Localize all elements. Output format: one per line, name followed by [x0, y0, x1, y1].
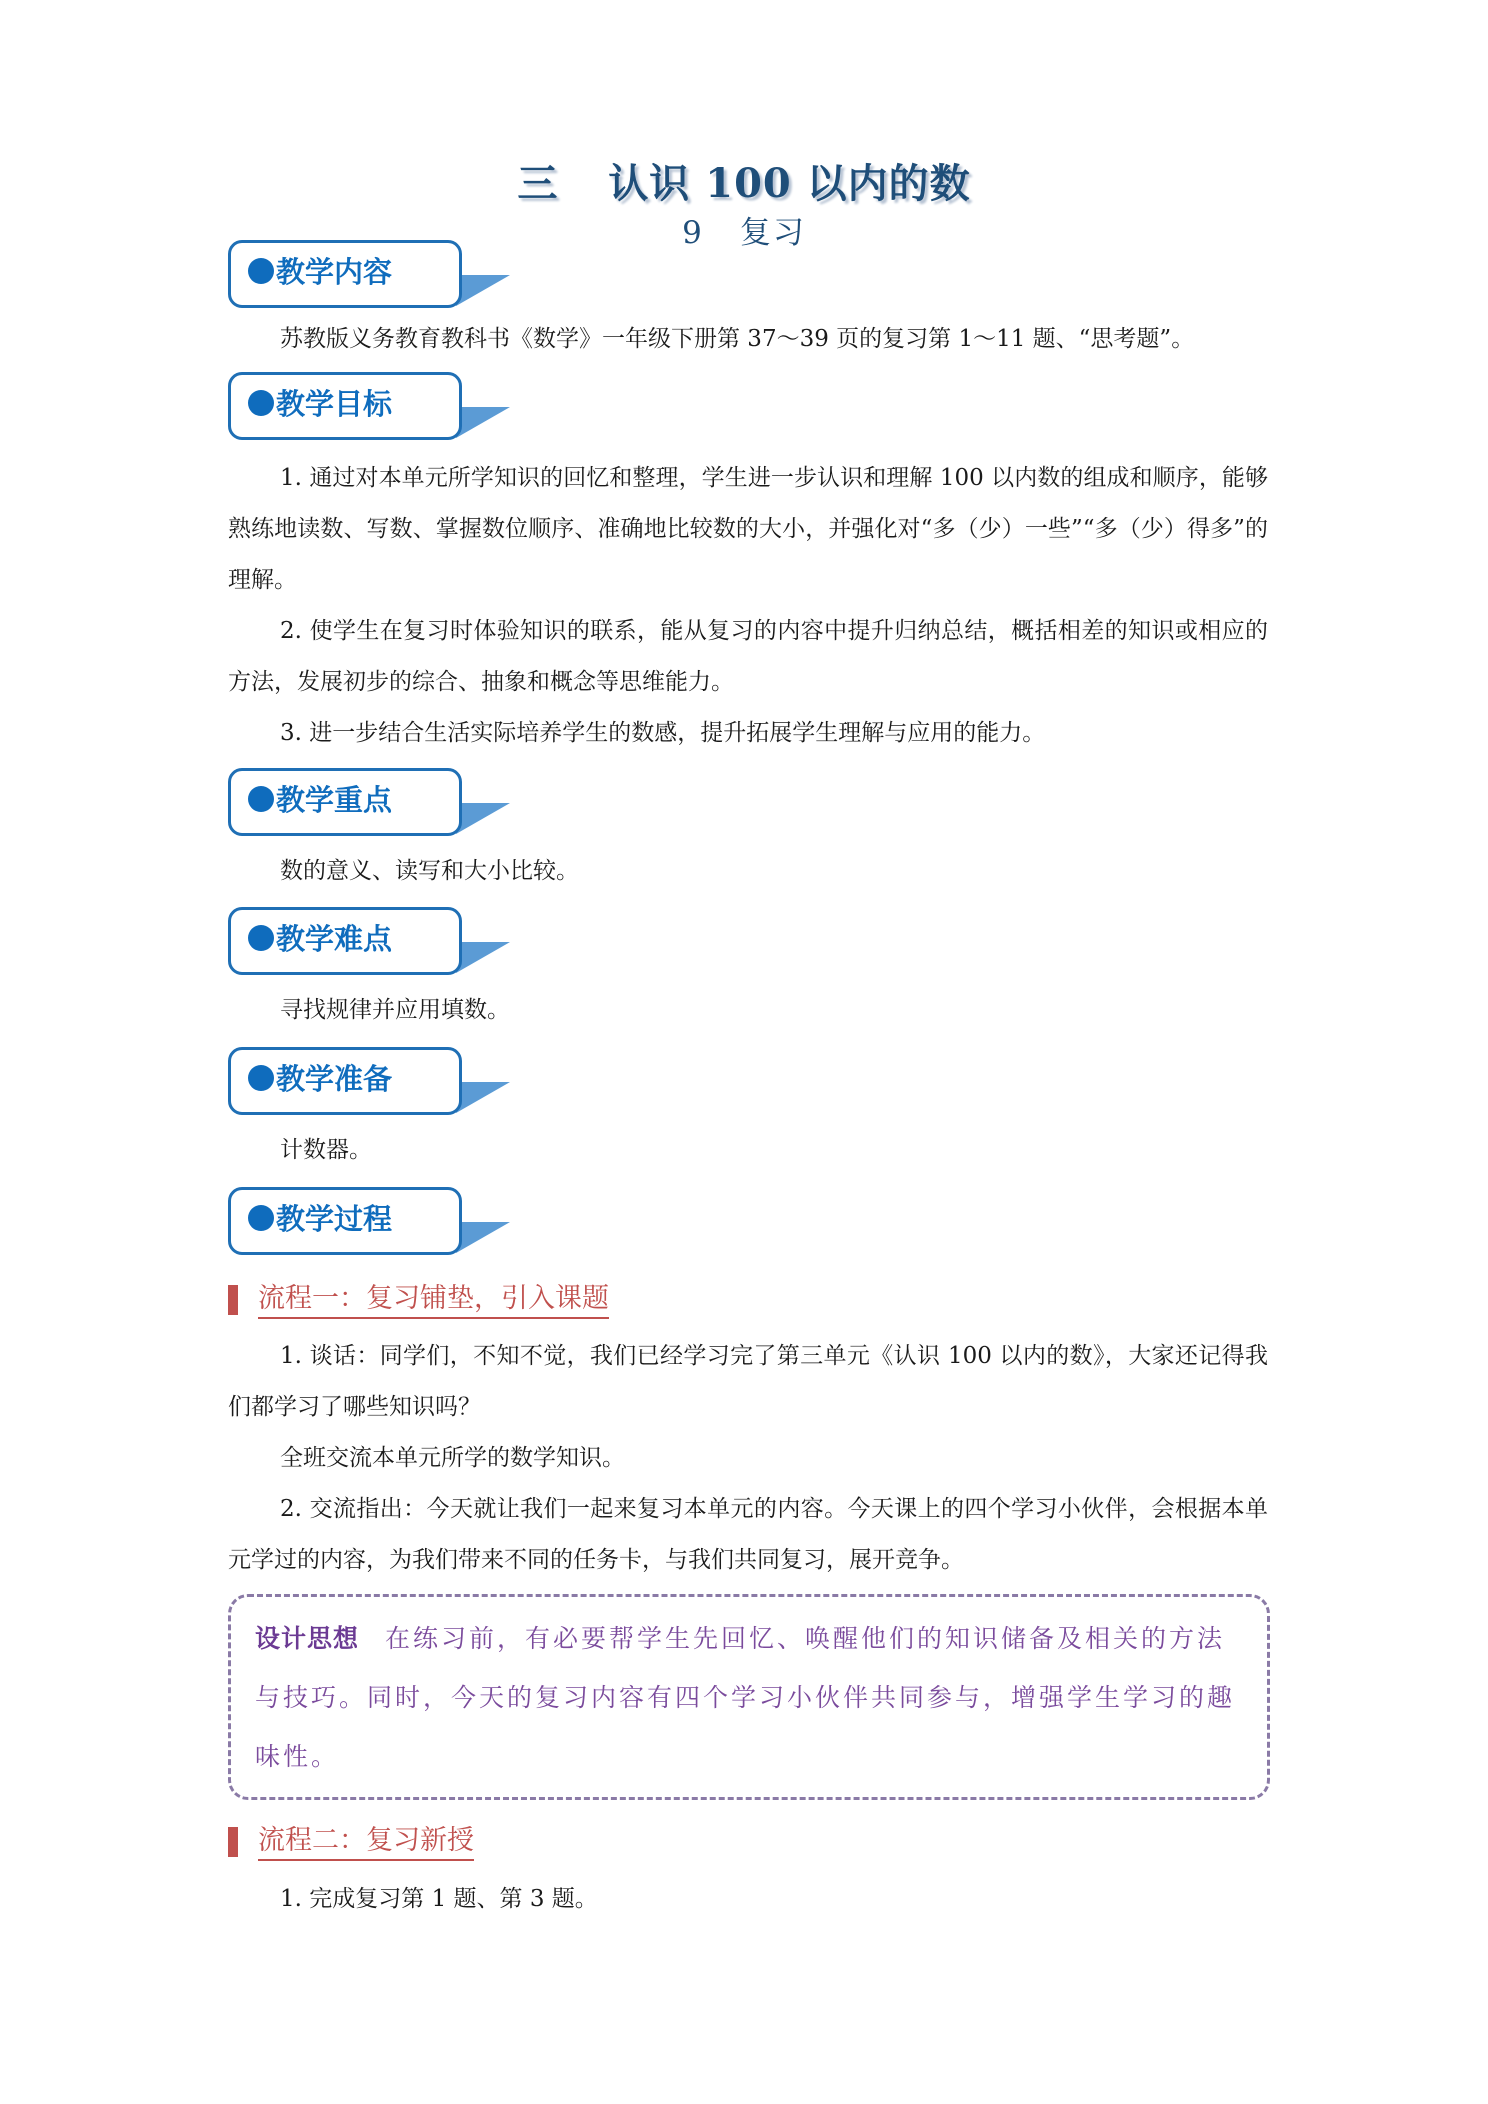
bullet-dot-icon: [248, 925, 274, 951]
section-header-difficulties: [228, 907, 513, 977]
lesson-title: [0, 207, 1488, 252]
section-label: 教学过程: [276, 1202, 393, 1236]
step1-paragraph-3: 2. 交流指出：今天就让我们一起来复习本单元的内容。今天课上的四个学习小伙伴，会根据本单元学过的内容，为我们带来不同的任务卡，与我们共同复习，展开竞争。: [228, 1496, 1268, 1573]
section-label: 教学重点: [276, 783, 393, 817]
chapter-name: 认识 100 以内的数: [608, 160, 971, 207]
design-note-box: [228, 1594, 1270, 1800]
lesson-number: 9: [682, 215, 704, 251]
goal-item-3: 3. 进一步结合生活实际培养学生的数感，提升拓展学生理解与应用的能力。: [280, 720, 1046, 746]
section-header-goals: [228, 372, 513, 442]
section-header-preparation: [228, 1047, 513, 1117]
bullet-dot-icon: [248, 258, 274, 284]
design-note-tag: 设计思想: [255, 1624, 360, 1653]
section-label: 教学准备: [276, 1062, 393, 1096]
lesson-name: 复习: [739, 215, 806, 251]
step2-paragraph-1: 1. 完成复习第 1 题、第 3 题。: [280, 1886, 598, 1912]
bullet-dot-icon: [248, 1065, 274, 1091]
process-step-title: 流程一：复习铺垫，引入课题: [258, 1282, 609, 1319]
step1-paragraph-2: 全班交流本单元所学的数学知识。: [280, 1445, 625, 1471]
red-bar-icon: [228, 1285, 238, 1315]
section-header-key-points: [228, 768, 513, 838]
bullet-dot-icon: [248, 786, 274, 812]
section-header-process: [228, 1187, 513, 1257]
section-header-content: [228, 240, 513, 310]
content-text: 苏教版义务教育教科书《数学》一年级下册第 37～39 页的复习第 1～11 题、“思考题”。: [280, 326, 1195, 352]
difficulties-text: 寻找规律并应用填数。: [280, 997, 510, 1023]
section-label: 教学内容: [276, 255, 393, 289]
bullet-dot-icon: [248, 1205, 274, 1231]
preparation-text: 计数器。: [280, 1137, 372, 1163]
process-step-title: 流程二：复习新授: [258, 1824, 474, 1861]
process-step-1-header: [228, 1280, 609, 1320]
bullet-dot-icon: [248, 390, 274, 416]
chapter-title: [0, 152, 1488, 209]
design-note-text: 在练习前，有必要帮学生先回忆、唤醒他们的知识储备及相关的方法与技巧。同时，今天的复习内容有四个学习小伙伴共同参与，增强学生学习的趣味性。: [255, 1624, 1236, 1771]
section-label: 教学难点: [276, 922, 393, 956]
chapter-number: 三: [517, 160, 559, 207]
goal-item-1: 1. 通过对本单元所学知识的回忆和整理，学生进一步认识和理解 100 以内数的组成和顺序，能够熟练地读数、写数、掌握数位顺序、准确地比较数的大小，并强化对“多（少）一些”“多（少）得多”的理解。: [228, 465, 1268, 593]
section-label: 教学目标: [276, 387, 393, 421]
step1-paragraph-1: 1. 谈话：同学们，不知不觉，我们已经学习完了第三单元《认识 100 以内的数》，大家还记得我们都学习了哪些知识吗？: [228, 1343, 1268, 1420]
key-points-text: 数的意义、读写和大小比较。: [280, 858, 579, 884]
goal-item-2: 2. 使学生在复习时体验知识的联系，能从复习的内容中提升归纳总结，概括相差的知识或相应的方法，发展初步的综合、抽象和概念等思维能力。: [228, 618, 1268, 695]
red-bar-icon: [228, 1827, 238, 1857]
process-step-2-header: [228, 1822, 474, 1862]
